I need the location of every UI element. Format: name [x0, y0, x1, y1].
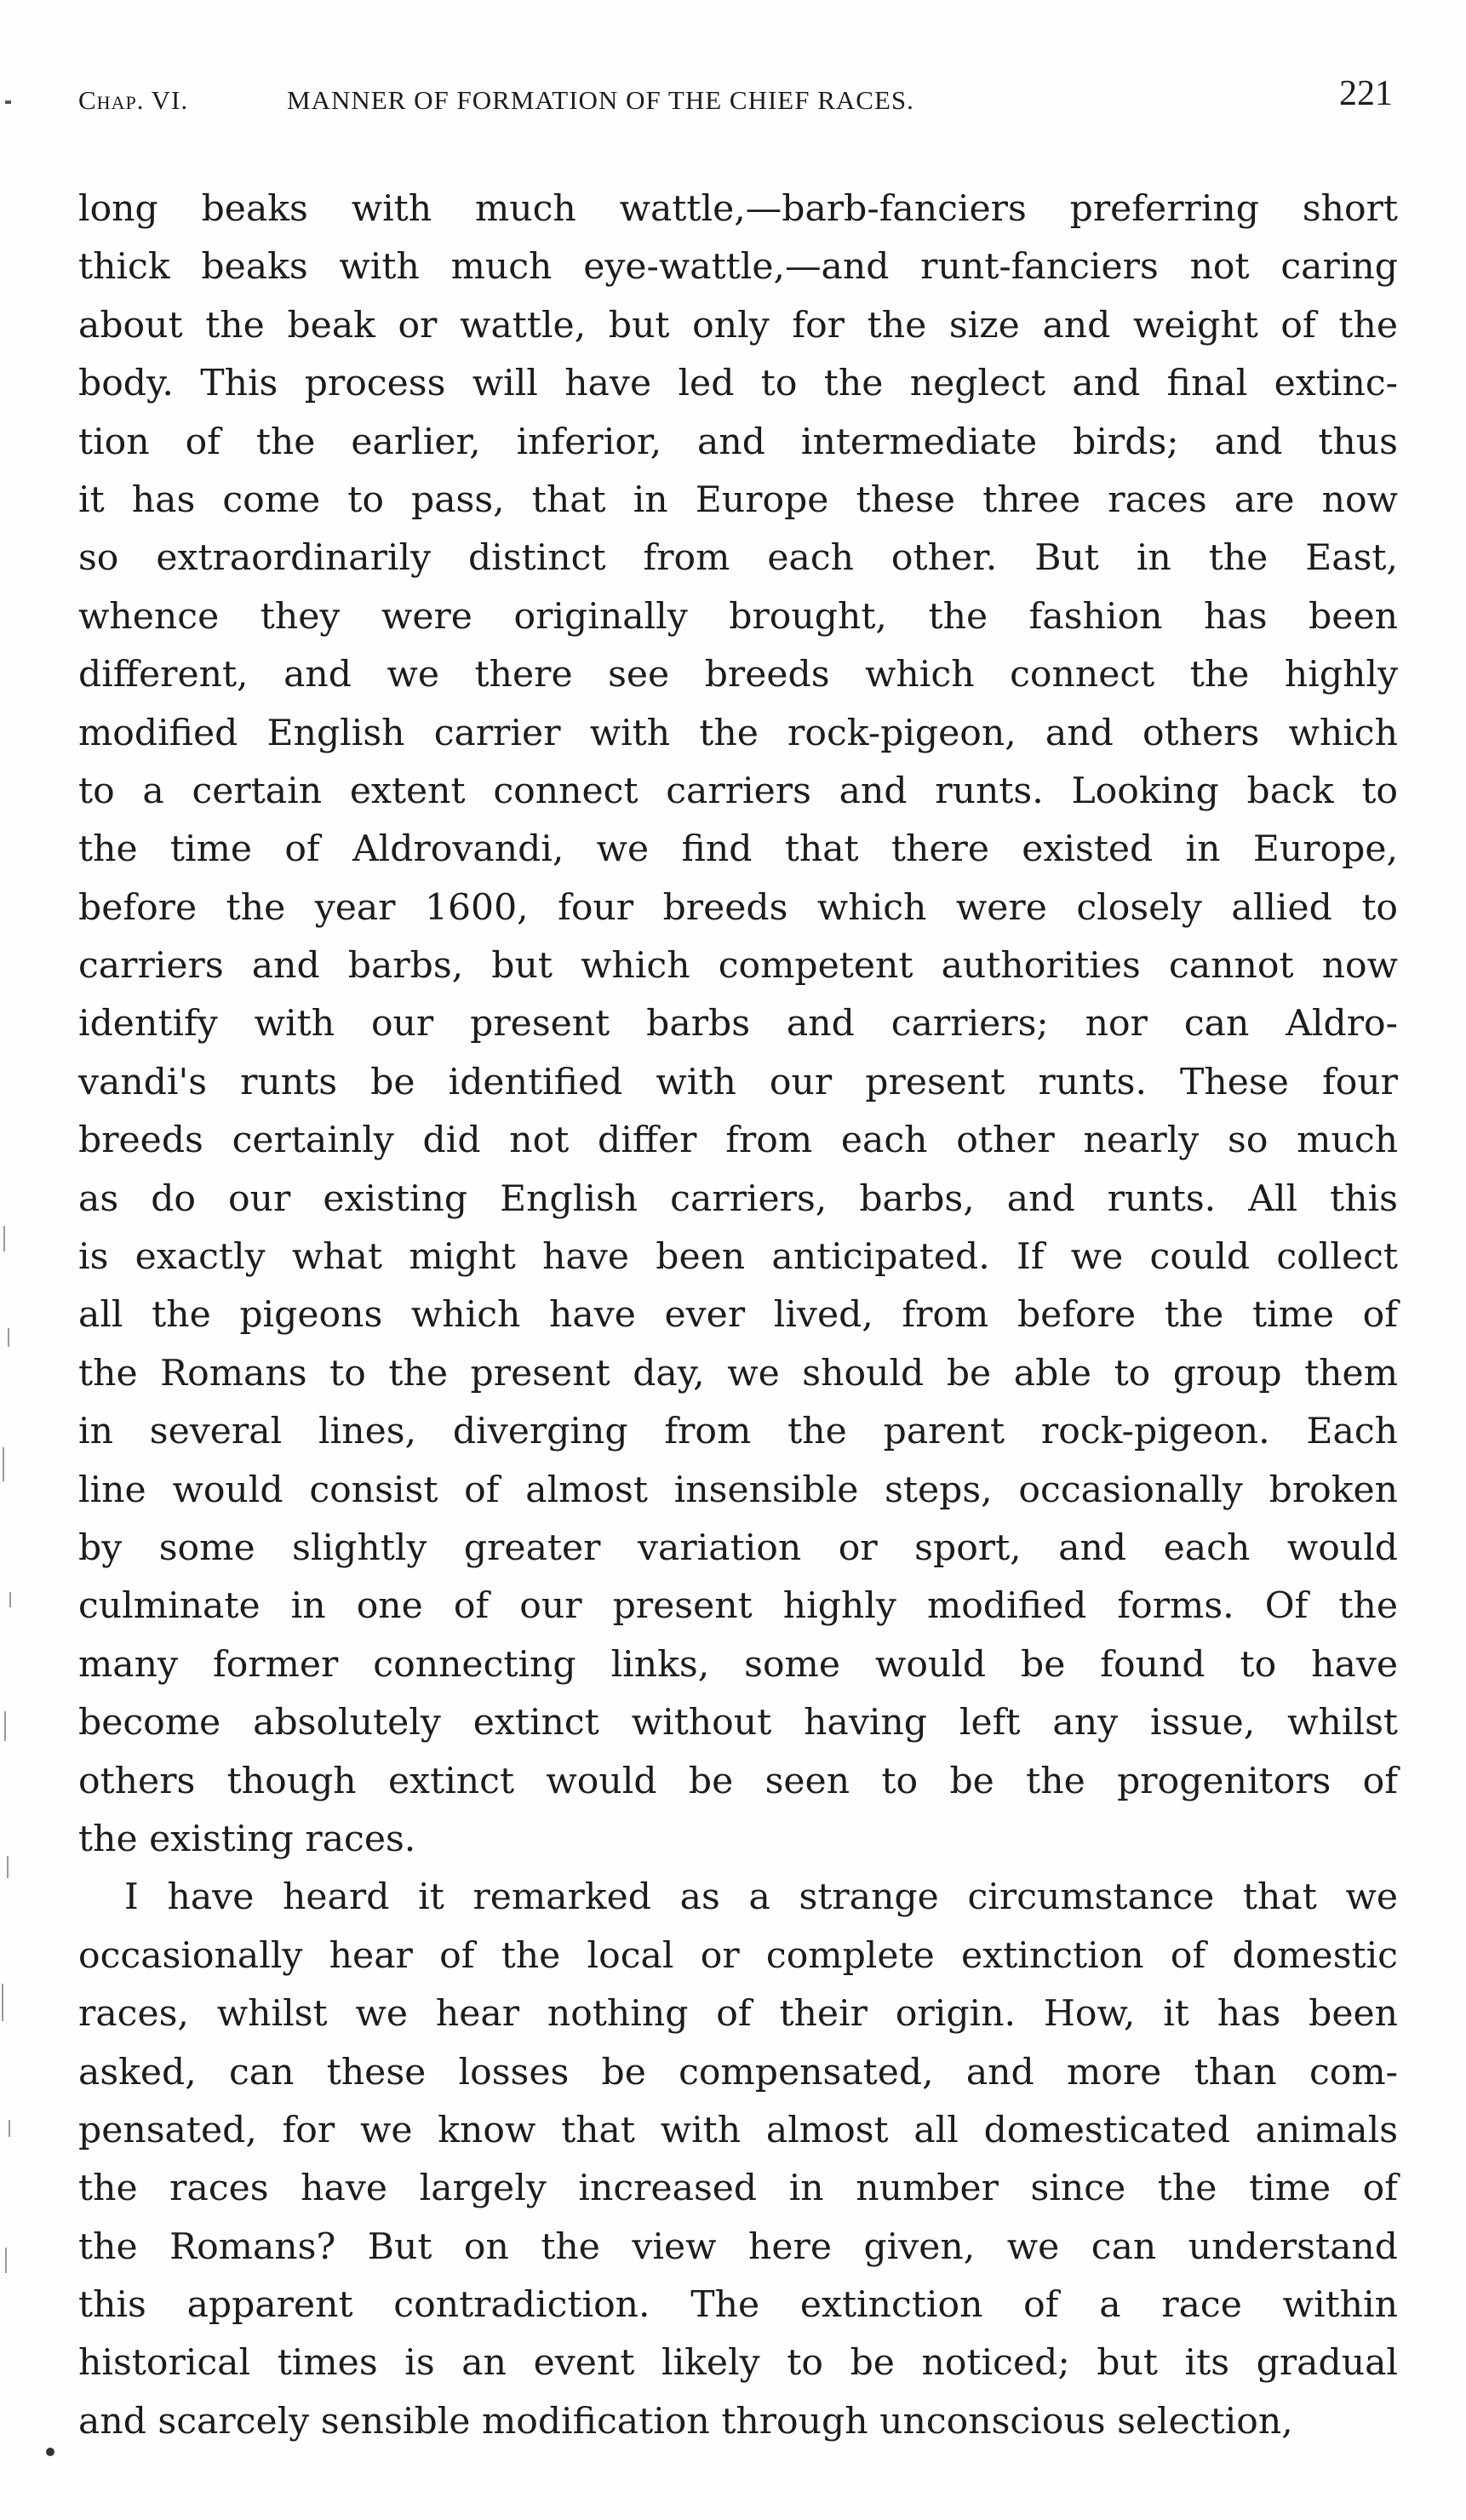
text-line: modified English carrier with the rock-pigeon, and others which [78, 712, 1398, 754]
text-line: body. This process will have led to the neglect and final extinc- [78, 363, 1398, 405]
text-line: vandi's runts be identified with our present runts. These four [78, 1061, 1398, 1103]
text-line: this apparent contradiction. The extinction of a race within [78, 2284, 1398, 2327]
text-line: and scarcely sensible modification through unconscious selection, [78, 2400, 1293, 2443]
scan-edge-specks [0, 1192, 15, 2384]
page-number: 221 [1339, 74, 1393, 113]
text-line: is exactly what might have been anticipated. If we could collect [78, 1236, 1398, 1279]
text-line: many former connecting links, some would be found to have [78, 1643, 1398, 1686]
text-line: about the beak or wattle, but only for the size and weight of the [78, 304, 1398, 346]
text-line: all the pigeons which have ever lived, from before the time of [78, 1294, 1398, 1337]
text-line: the races have largely increased in number since the time of [78, 2168, 1398, 2210]
text-line: so extraordinarily distinct from each other. But in the East, [78, 537, 1398, 580]
text-line: identify with our present barbs and carriers; nor can Aldro- [78, 1003, 1398, 1045]
paragraph [78, 1869, 1398, 2451]
text-line: asked, can these losses be compensated, and more than com- [78, 2051, 1398, 2093]
text-line: become absolutely extinct without having left any issue, whilst [78, 1702, 1398, 1744]
text-line: the Romans to the present day, we should be able to group them [78, 1352, 1398, 1395]
text-line: pensated, for we know that with almost all domesticated animals [78, 2109, 1398, 2151]
page-header [78, 73, 1393, 124]
margin-dot [46, 2448, 54, 2456]
text-line: the existing races. [78, 1818, 416, 1860]
text-line: I have heard it remarked as a strange circumstance that we [124, 1876, 1398, 1919]
text-line: in several lines, diverging from the parent rock-pigeon. Each [78, 1411, 1398, 1453]
text-line: as do our existing English carriers, barbs, and runts. All this [78, 1177, 1398, 1220]
text-line: thick beaks with much eye-wattle,—and runt-fanciers not caring [78, 246, 1398, 289]
text-line: before the year 1600, four breeds which were closely allied to [78, 886, 1398, 929]
text-line: line would consist of almost insensible steps, occasionally broken [78, 1469, 1398, 1511]
running-title: MANNER OF FORMATION OF THE CHIEF RACES. [287, 85, 914, 115]
body-text [78, 180, 1398, 2451]
text-line: whence they were originally brought, the fashion has been [78, 595, 1398, 638]
chapter-label: Chap. VI. [78, 85, 189, 115]
text-line: occasionally hear of the local or complete extinction of domestic [78, 1934, 1398, 1977]
text-line: historical times is an event likely to be noticed; but its gradual [78, 2342, 1398, 2385]
text-line: the Romans? But on the view here given, we can understand [78, 2225, 1398, 2268]
text-line: tion of the earlier, inferior, and intermediate birds; and thus [78, 421, 1398, 463]
text-line: culminate in one of our present highly modified forms. Of the [78, 1585, 1398, 1628]
text-line: carriers and barbs, but which competent authorities cannot now [78, 945, 1398, 988]
paragraph [78, 180, 1398, 1869]
text-line: by some slightly greater variation or sport, and each would [78, 1526, 1398, 1569]
text-line: long beaks with much wattle,—barb-fanciers preferring short [78, 188, 1398, 230]
text-line: it has come to pass, that in Europe these three races are now [78, 478, 1398, 521]
text-line: races, whilst we hear nothing of their origin. How, it has been [78, 1993, 1398, 2036]
text-line: the time of Aldrovandi, we find that there existed in Europe, [78, 828, 1398, 871]
margin-mark [5, 100, 11, 104]
text-line: others though extinct would be seen to be the progenitors of [78, 1760, 1398, 1802]
text-line: to a certain extent connect carriers and runts. Looking back to [78, 770, 1398, 812]
text-line: different, and we there see breeds which connect the highly [78, 654, 1398, 696]
text-line: breeds certainly did not differ from each other nearly so much [78, 1120, 1398, 1162]
